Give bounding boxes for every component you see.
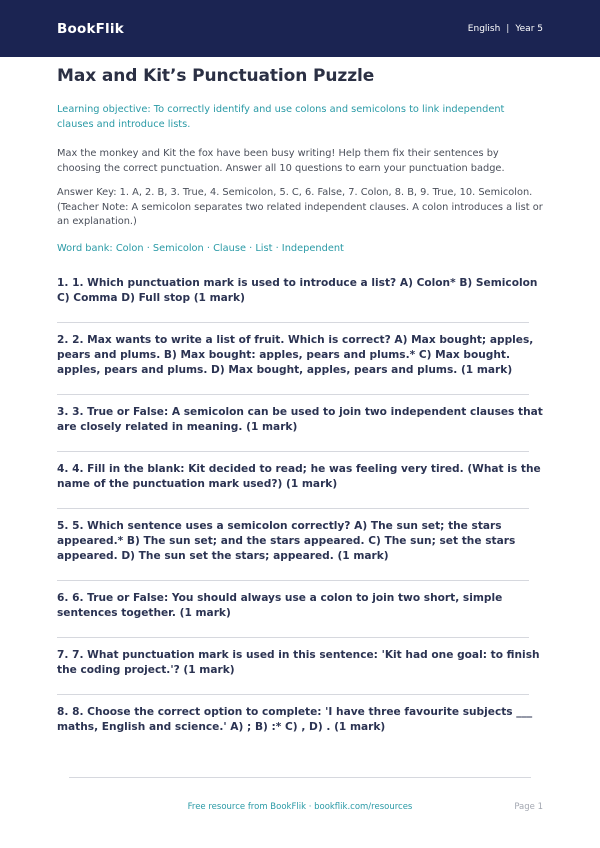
header-meta <box>468 24 543 34</box>
footer-text[interactable]: Free resource from BookFlik · bookflik.com/resources <box>187 802 413 812</box>
learning-objective: Learning objective: To correctly identify and use colons and semicolons to link independent clauses and introduce lists. <box>57 104 505 130</box>
question-item <box>57 452 543 509</box>
question-text: 3. 3. True or False: A semicolon can be used to join two independent clauses that are closely related in meaning. (1 mark) <box>57 406 543 433</box>
header-bar <box>0 0 600 57</box>
question-text: 1. 1. Which punctuation mark is used to introduce a list? A) Colon* B) Semicolon C) Comma D) Full stop (1 mark) <box>57 277 538 304</box>
question-text: 5. 5. Which sentence uses a semicolon correctly? A) The sun set; the stars appeared.* B) The sun set; and the stars appeared. C) The sun; set the stars appeared. D) The sun set the stars; appeared. (1 mark) <box>57 520 516 562</box>
question-text: 4. 4. Fill in the blank: Kit decided to read; he was feeling very tired. (What is the name of the punctuation mark used?) (1 mark) <box>57 463 541 490</box>
question-item <box>57 509 543 581</box>
question-list <box>57 266 543 735</box>
question-text: 6. 6. True or False: You should always use a colon to join two short, simple sentences together. (1 mark) <box>57 592 503 619</box>
brand-logo[interactable]: BookFlik <box>57 20 124 37</box>
question-text: 2. 2. Max wants to write a list of fruit. Which is correct? A) Max bought; apples, pears and plums. B) Max bought: apples, pears and plums.* C) Max bought. apples, pears and plums. D) Max bought, apples, pears and plums. (1 mark) <box>57 334 534 376</box>
question-item <box>57 695 543 735</box>
page-title: Max and Kit’s Punctuation Puzzle <box>57 66 375 86</box>
footer-divider <box>69 777 531 778</box>
question-text: 7. 7. What punctuation mark is used in this sentence: 'Kit had one goal: to finish the coding project.'? (1 mark) <box>57 649 540 676</box>
subject-label: English <box>467 23 501 34</box>
word-bank-label: Word bank: <box>57 242 113 254</box>
question-item <box>57 395 543 452</box>
worksheet-content <box>57 66 543 735</box>
year-label: Year 5 <box>515 23 543 34</box>
question-text: 8. 8. Choose the correct option to complete: 'I have three favourite subjects ___ maths, English and science.' A) ; B) :* C) , D) . (1 mark) <box>57 706 533 733</box>
meta-separator: | <box>506 23 510 34</box>
intro-text: Max the monkey and Kit the fox have been busy writing! Help them fix their sentences by choosing the correct punctuation. Answer all 10 questions to earn your punctuation badge. <box>57 148 505 174</box>
word-bank-items: Colon · Semicolon · Clause · List · Independent <box>115 242 344 254</box>
question-item <box>57 638 543 695</box>
word-bank <box>57 242 543 257</box>
question-item <box>57 266 543 323</box>
answer-key: Answer Key: 1. A, 2. B, 3. True, 4. Semicolon, 5. C, 6. False, 7. Colon, 8. B, 9. True, 10. Semicolon. (Teacher Note: A semicolon separates two related independent clauses. A colon introduces a list or an explanation.) <box>57 187 543 227</box>
page-number: Page 1 <box>514 802 543 812</box>
question-item <box>57 323 543 395</box>
question-item <box>57 581 543 638</box>
